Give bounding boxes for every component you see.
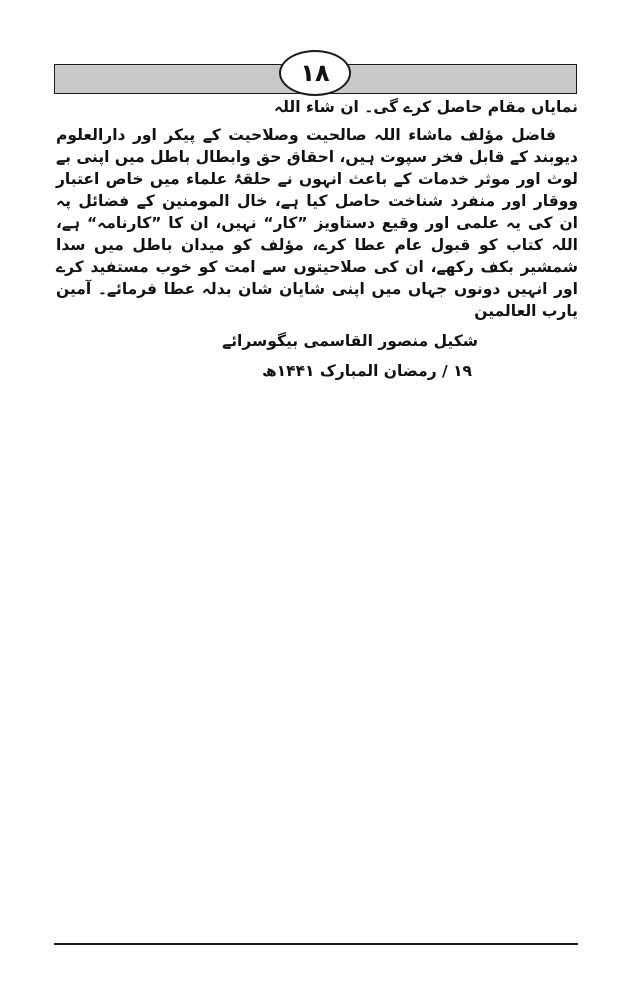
signature-date: ۱۹ / رمضان المبارک ۱۴۴۱ھ — [262, 362, 472, 380]
signature-name: شکیل منصور القاسمی بیگوسرائے — [222, 332, 478, 350]
page-number: ۱۸ — [279, 50, 351, 96]
body-paragraph: فاضل مؤلف ماشاء اللہ صالحیت وصلاحیت کے پیکر اور دارالعلوم دیوبند کے قابل فخر سپوت ہیں، احقاق حق وابطال باطل میں اپنی بے لوث اور موثر خدمات کے باعث انہوں نے حلقۂ علماء میں خاص اعتبار ووقار اور منفرد شناخت حاصل کیا ہے، خال المومنین کے فضائل پہ ان کی یہ علمی اور وقیع دستاویز ”کار“ نہیں، ان کا ”کارنامہ“ ہے، اللہ کتاب کو قبول عام عطا کرے، مؤلف کو میدان باطل میں سدا شمشیر بکف رکھے، ان کی صلاحیتوں سے امت کو خوب مستفید کرے اور انہیں دونوں جہاں میں اپنی شایان شان بدلہ عطا فرمائے۔ آمین یارب العالمین — [56, 126, 578, 320]
signature-block — [222, 326, 478, 386]
footer-rule — [54, 943, 578, 945]
page-body — [56, 96, 578, 322]
intro-line: نمایاں مقام حاصل کرے گی۔ ان شاء اللہ — [274, 98, 578, 116]
